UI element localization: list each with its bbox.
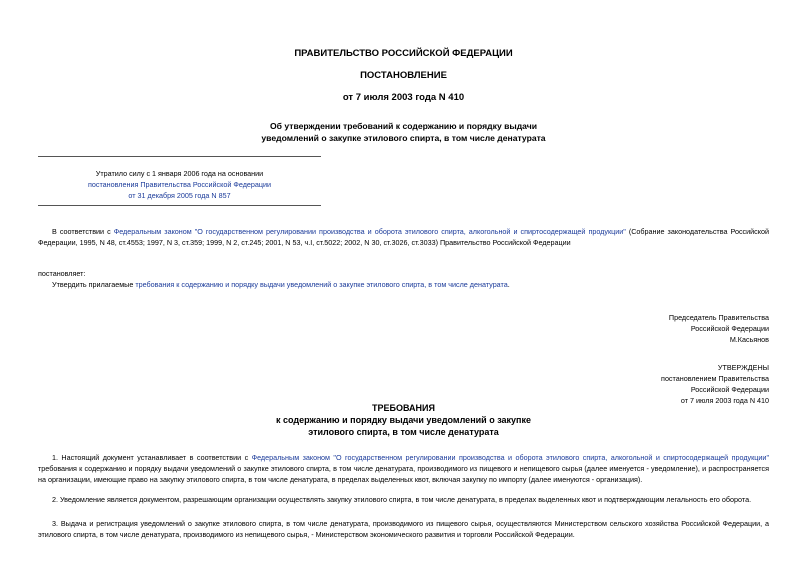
approved-block	[661, 362, 769, 406]
doc-title-line2: уведомлений о закупке этилового спирта, в том числе денатурата	[261, 133, 546, 143]
signature-line1: Председатель Правительства	[668, 313, 769, 322]
preamble-prefix: В соответствии с	[52, 227, 114, 236]
requirements-title: ТРЕБОВАНИЯ	[372, 403, 435, 413]
doc-title	[0, 120, 807, 144]
annotation-link-line2[interactable]: от 31 декабря 2005 года N 857	[128, 191, 231, 200]
doc-type-heading: ПОСТАНОВЛЕНИЕ	[360, 70, 447, 81]
item-3-paragraph: 3. Выдача и регистрация уведомлений о закупке этилового спирта, в том числе денатурата, производимого из пищевого сырья, осуществляются Министерством сельского хозяйства Российской Федерации, а этилового спирта, в том числе денатурата, производимого из непищевого сырья, - Министерством экономического развития и торговли Российской Федерации.	[38, 519, 769, 539]
approved-line3: Российской Федерации	[690, 385, 769, 394]
approved-line4: от 7 июля 2003 года N 410	[680, 396, 769, 405]
approve-prefix: Утвердить прилагаемые	[52, 280, 136, 289]
signature-line2: Российской Федерации	[690, 324, 769, 333]
annotation-block	[38, 168, 321, 201]
doc-date-number: от 7 июля 2003 года N 410	[342, 92, 465, 103]
requirements-subtitle1: к содержанию и порядку выдачи уведомлений о закупке	[275, 415, 532, 425]
requirements-subtitle2: этилового спирта, в том числе денатурата	[308, 427, 499, 437]
approved-line2: постановлением Правительства	[661, 374, 769, 383]
item-2-paragraph: 2. Уведомление является документом, разрешающим организации осуществлять закупку этилового спирта, в том числе денатурата, в пределах выделенных квот и подтверждающим легальность его оборота.	[52, 495, 752, 504]
preamble-suffix: (Собрание законодательства Российской Федерации, 1995, N 48, ст.4553; 1997, N 3, ст.359; 1999, N 2, ст.245; 2001, N 53, ч.I, ст.5022; 2002, N 30, ст.3026, ст.3033) Правительство Российской Федерации	[38, 227, 769, 247]
approved-line1: УТВЕРЖДЕНЫ	[717, 363, 769, 372]
signature-name: М.Касьянов	[729, 335, 769, 344]
decree-approve-paragraph	[38, 279, 769, 290]
annotation-top-rule	[38, 156, 321, 157]
decree-postanovlyaet: постановляет:	[38, 269, 86, 278]
requirements-heading	[0, 402, 807, 438]
signature-block	[669, 312, 769, 345]
preamble-paragraph	[38, 226, 769, 248]
doc-title-line1: Об утверждении требований к содержанию и порядку выдачи	[269, 121, 538, 131]
item-1-prefix: 1. Настоящий документ устанавливает в соответствии с	[52, 453, 252, 462]
government-heading: ПРАВИТЕЛЬСТВО РОССИЙСКОЙ ФЕДЕРАЦИИ	[294, 48, 513, 59]
annotation-text: Утратило силу с 1 января 2006 года на основании	[95, 169, 264, 178]
requirements-link[interactable]: требования к содержанию и порядку выдачи уведомлений о закупке этилового спирта, в том числе денатурата	[135, 280, 508, 289]
approve-suffix: .	[507, 280, 510, 289]
item-1-suffix: требования к содержанию и порядку выдачи уведомлений о закупке этилового спирта, в том числе денатурата, производимого из пищевого и непищевого сырья (далее именуется - уведомление), и распространяется на организации, имеющие право на закупку этилового спирта, в том числе денатурата, в пределах выделенных квот, включая закупку по импорту (далее именуются - организация).	[38, 464, 769, 484]
item-1-law-link[interactable]: Федеральным законом "О государственном регулировании производства и оборота этилового спирта, алкогольной и спиртосодержащей продукции"	[251, 453, 769, 462]
federal-law-link[interactable]: Федеральным законом "О государственном регулировании производства и оборота этилового спирта, алкогольной и спиртосодержащей продукции"	[113, 227, 626, 236]
annotation-bottom-rule	[38, 205, 321, 206]
annotation-link-line1[interactable]: постановления Правительства Российской Федерации	[87, 180, 272, 189]
item-1-paragraph	[38, 452, 769, 485]
